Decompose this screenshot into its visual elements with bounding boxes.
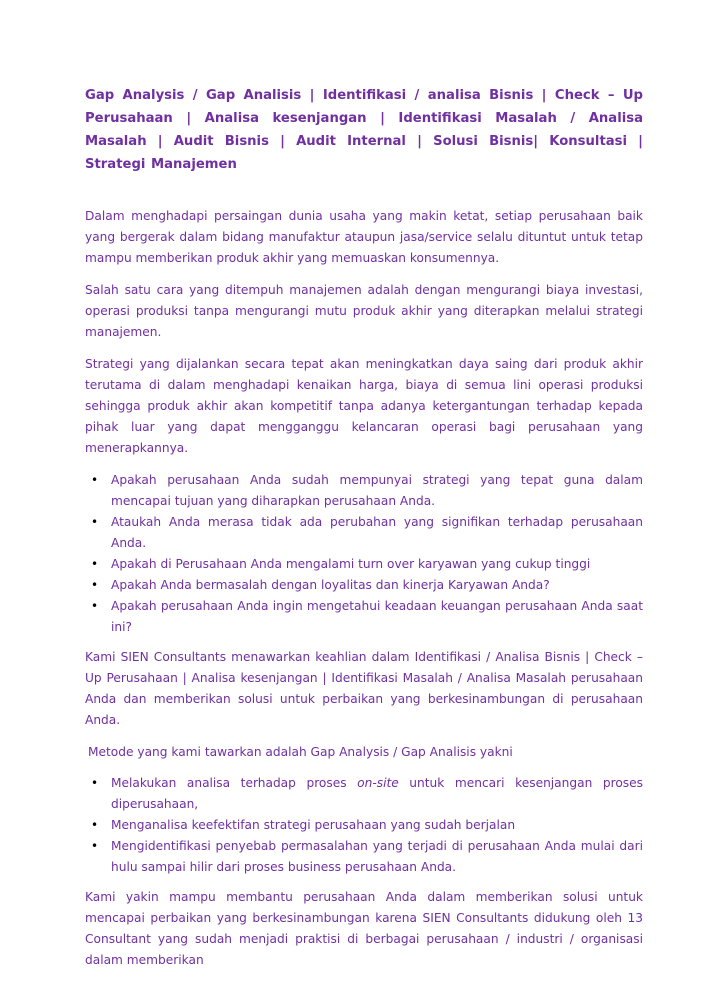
bullet-icon: • <box>91 599 99 613</box>
paragraph-strategy-cost: Salah satu cara yang ditempuh manajemen adalah dengan mengurangi biaya investasi, operasi produksi tanpa mengurangi mutu produk akhir yang diterapkan melalui strategi manajemen. <box>85 283 643 339</box>
list-item <box>85 554 643 575</box>
list-item-text: Apakah perusahaan Anda sudah mempunyai strategi yang tepat guna dalam mencapai tujuan yang diharapkan perusahaan Anda. <box>111 473 643 508</box>
bullet-icon: • <box>91 776 99 790</box>
list-item <box>85 773 643 815</box>
list-item-text-start: Melakukan analisa terhadap proses <box>111 776 358 790</box>
list-item <box>85 596 643 638</box>
list-item-text: Mengidentifikasi penyebab permasalahan yang terjadi di perusahaan Anda mulai dari hulu sampai hilir dari proses business perusahaan Anda. <box>111 839 643 874</box>
list-item-italic-term: on-site <box>357 776 399 790</box>
paragraph-strategy-benefit: Strategi yang dijalankan secara tepat akan meningkatkan daya saing dari produk akhir terutama di dalam menghadapi kenaikan harga, biaya di semua lini operasi produksi sehingga produk akhir akan kompetitif tanpa adanya ketergantungan terhadap kepada pihak luar yang dapat mengganggu kelancaran operasi bagi perusahaan yang menerapkannya. <box>85 357 643 455</box>
list-item-text: Apakah perusahaan Anda ingin mengetahui keadaan keuangan perusahaan Anda saat ini? <box>111 599 643 634</box>
bullet-icon: • <box>91 473 99 487</box>
method-list <box>85 773 643 878</box>
list-item-text: Ataukah Anda merasa tidak ada perubahan yang signifikan terhadap perusahaan Anda. <box>111 515 643 550</box>
list-item <box>85 836 643 878</box>
paragraph-closing: Kami yakin mampu membantu perusahaan Anda dalam memberikan solusi untuk mencapai perbaikan yang berkesinambungan karena SIEN Consultants didukung oleh 13 Consultant yang sudah menjadi praktisi di berbagai perusahaan / industri / organisasi dalam memberikan <box>85 890 643 967</box>
list-item-text: Menganalisa keefektifan strategi perusahaan yang sudah berjalan <box>111 818 516 832</box>
bullet-icon: • <box>91 515 99 529</box>
paragraph-intro: Dalam menghadapi persaingan dunia usaha yang makin ketat, setiap perusahaan baik yang bergerak dalam bidang manufaktur ataupun jasa/service selalu dituntut untuk tetap mampu memberikan produk akhir yang memuaskan konsumennya. <box>85 209 643 265</box>
document-title: Gap Analysis / Gap Analisis | Identifikasi / analisa Bisnis | Check – Up Perusahaan | Analisa kesenjangan | Identifikasi Masalah / Analisa Masalah | Audit Bisnis | Audit Internal | Solusi Bisnis| Konsultasi | Strategi Manajemen <box>85 88 643 172</box>
bullet-icon: • <box>91 578 99 592</box>
list-item <box>85 470 643 512</box>
bullet-icon: • <box>91 557 99 571</box>
bullet-icon: • <box>91 818 99 832</box>
paragraph-method-intro: Metode yang kami tawarkan adalah Gap Analysis / Gap Analisis yakni <box>88 745 513 759</box>
list-item <box>85 512 643 554</box>
list-item <box>85 815 643 836</box>
list-item <box>85 575 643 596</box>
bullet-icon: • <box>91 839 99 853</box>
question-list <box>85 470 643 638</box>
list-item-text: Apakah Anda bermasalah dengan loyalitas dan kinerja Karyawan Anda? <box>111 578 550 592</box>
document-page <box>85 84 643 982</box>
list-item-text-end: untuk mencari kesenjangan proses diperusahaan, <box>111 776 643 811</box>
paragraph-offer: Kami SIEN Consultants menawarkan keahlian dalam Identifikasi / Analisa Bisnis | Check – Up Perusahaan | Analisa kesenjangan | Identifikasi Masalah / Analisa Masalah perusahaan Anda dan memberikan solusi untuk perbaikan yang berkesinambungan di perusahaan Anda. <box>85 650 643 727</box>
list-item-text: Apakah di Perusahaan Anda mengalami turn over karyawan yang cukup tinggi <box>111 557 591 571</box>
